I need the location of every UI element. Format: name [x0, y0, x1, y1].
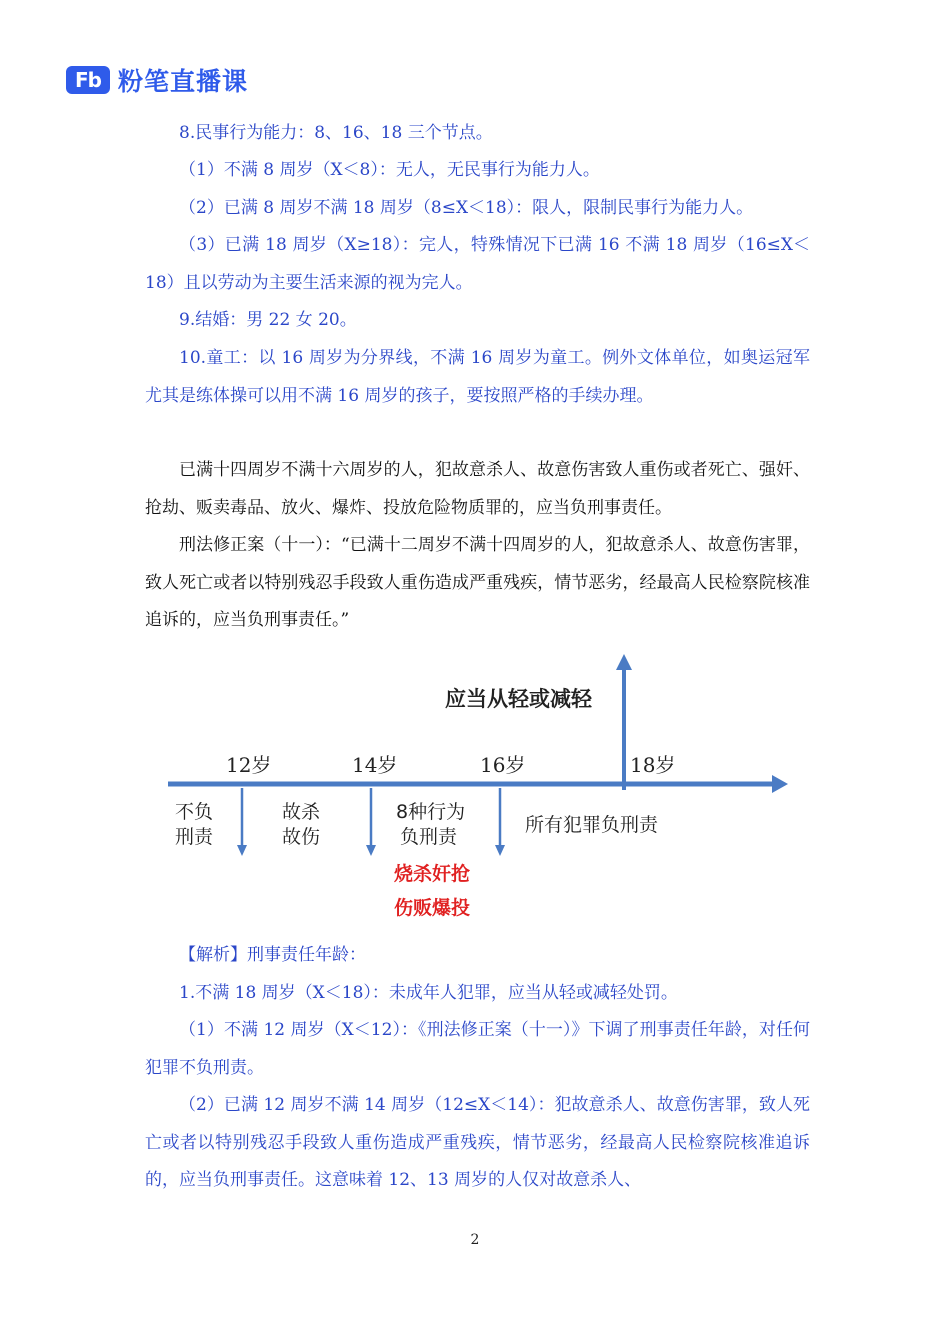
- paragraph-14-16: 已满十四周岁不满十六周岁的人，犯故意杀人、故意伤害致人重伤或者死亡、强奸、抢劫、贩卖毒品、放火、爆炸、投放危险物质罪的，应当负刑事责任。: [145, 460, 810, 518]
- segment-over-16: 所有犯罪负刑责: [525, 814, 659, 836]
- divider-12-arrow-icon: [237, 845, 247, 856]
- segment-14-16-line1: 8种行为: [396, 801, 466, 823]
- fb-logo-icon: Fb: [66, 66, 110, 94]
- divider-16-arrow-icon: [495, 845, 505, 856]
- segment-12-14-line1: 故杀: [282, 801, 321, 823]
- paragraph-marriage: 9.结婚：男 22 女 20。: [179, 310, 357, 330]
- age-label-16: 16岁: [480, 753, 526, 777]
- paragraph-under-8: （1）不满 8 周岁（X＜8）：无人，无民事行为能力人。: [179, 160, 600, 180]
- analysis-item-1: 1.不满 18 周岁（X＜18）：未成年人犯罪，应当从轻或减轻处罚。: [179, 983, 678, 1003]
- paragraph-over-18: （3）已满 18 周岁（X≥18）：完人，特殊情况下已满 16 不满 18 周岁（16≤X＜18）且以劳动为主要生活来源的视为完人。: [145, 235, 810, 293]
- paragraph-amendment-11: 刑法修正案（十一）：“已满十二周岁不满十四周岁的人，犯故意杀人、故意伤害罪，致人死亡或者以特别残忍手段致人重伤造成严重残疾，情节恶劣，经最高人民检察院核准追诉的，应当负刑事责任。”: [145, 535, 810, 630]
- analysis-heading: [145, 937, 810, 975]
- age-label-12: 12岁: [226, 753, 272, 777]
- segment-under-12-line2: 刑责: [175, 826, 214, 848]
- mnemonic-line1: 烧杀奸抢: [394, 863, 471, 885]
- analysis-tag-rest: 刑事责任年龄：: [247, 945, 366, 965]
- paragraph-child-labor: 10.童工：以 16 周岁为分界线，不满 16 周岁为童工。例外文体单位，如奥运冠军尤其是练体操可以用不满 16 周岁的孩子，要按照严格的手续办理。: [145, 348, 810, 406]
- divider-14-arrow-icon: [366, 845, 376, 856]
- analysis-item-under-12: （1）不满 12 周岁（X＜12）：《刑法修正案（十一）》下调了刑事责任年龄，对任何犯罪不负刑责。: [145, 1020, 810, 1078]
- segment-under-12-line1: 不负: [175, 801, 214, 823]
- mnemonic-line2: 伤贩爆投: [394, 897, 471, 919]
- brand-name: 粉笔直播课: [118, 67, 249, 96]
- paragraph-civil-capacity: 8.民事行为能力：8、16、18 三个节点。: [179, 123, 493, 143]
- vertical-arrowhead-icon: [616, 654, 632, 670]
- age-label-18: 18岁: [630, 753, 676, 777]
- axis-arrowhead-icon: [772, 775, 788, 793]
- segment-12-14-line2: 故伤: [282, 826, 321, 848]
- page-number: 2: [470, 1232, 480, 1248]
- paragraph-8-to-18: （2）已满 8 周岁不满 18 周岁（8≤X＜18）：限人，限制民事行为能力人。: [179, 198, 754, 218]
- segment-14-16-line2: 负刑责: [400, 826, 458, 848]
- age-label-14: 14岁: [352, 753, 398, 777]
- analysis-item-12-14: （2）已满 12 周岁不满 14 周岁（12≤X＜14）：犯故意杀人、故意伤害罪，致人死亡或者以特别残忍手段致人重伤造成严重残疾，情节恶劣，经最高人民检察院核准追诉的，应当负刑事责任。这意味着 12、13 周岁的人仅对故意杀人、: [145, 1095, 810, 1190]
- analysis-tag: 【解析】: [179, 945, 247, 965]
- heading-lenient: 应当从轻或减轻: [445, 687, 592, 711]
